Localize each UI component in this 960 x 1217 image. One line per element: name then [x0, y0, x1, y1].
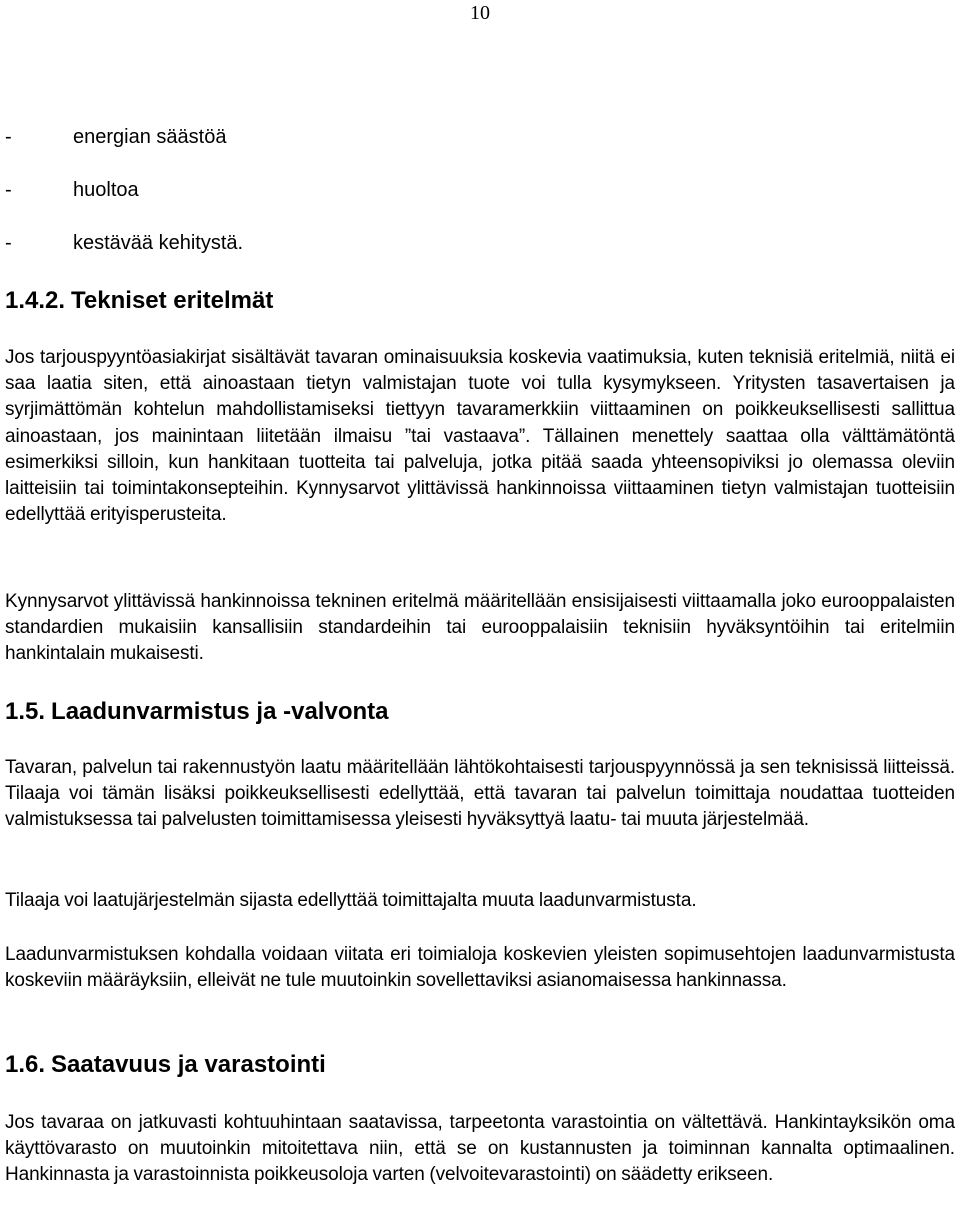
- page-number: 10: [470, 2, 490, 24]
- bullet-marker: -: [5, 232, 12, 254]
- bullet-item: [5, 230, 243, 256]
- section-number: 1.4.2.: [5, 287, 66, 314]
- bullet-marker: -: [5, 126, 12, 148]
- bullet-text: energian säästöä: [73, 126, 227, 148]
- section-heading: [5, 286, 273, 316]
- paragraph: Tilaaja voi laatujärjestelmän sijasta edellyttää toimittajalta muuta laadunvarmistusta.: [5, 890, 697, 911]
- paragraph: Jos tarjouspyyntöasiakirjat sisältävät tavaran ominaisuuksia koskevia vaatimuksia, kuten teknisiä eritelmiä, niitä ei saa laatia siten, että ainoastaan tietyn valmistajan tuote voi tulla kysymykseen. Yritysten tasavertaisen ja syrjimättömän kohtelun mahdollistamiseksi tiettyyn tavaramerkkiin viittaaminen on poikkeuksellisesti sallittua ainoastaan, jos mainintaan liitetään ilmaisu ”tai vastaava”. Tällainen menettely saattaa olla välttämätöntä esimerkiksi silloin, kun hankitaan tuotteita tai palveluja, jotka pitää saada yhteensopiviksi jo olemassa oleviin laitteisiin tai toimintakonsepteihin. Kynnysarvot ylittävissä hankinnoissa viittaaminen tietyn valmistajan tuotteisiin edellyttää erityisperusteita.: [5, 347, 955, 526]
- bullet-item: [5, 124, 226, 150]
- section-title: Laadunvarmistus ja -valvonta: [51, 698, 389, 725]
- paragraph: Jos tavaraa on jatkuvasti kohtuuhintaan saatavissa, tarpeetonta varastointia on vältettävä. Hankintayksikön oma käyttövarasto on muutoinkin mitoitettava niin, että se on kustannusten ja toiminnan kannalta optimaalinen. Hankinnasta ja varastoinnista poikkeusoloja varten (velvoitevarastointi) on säädetty erikseen.: [5, 1112, 955, 1186]
- paragraph: Kynnysarvot ylittävissä hankinnoissa tekninen eritelmä määritellään ensisijaisesti viittaamalla joko eurooppalaisten standardien mukaisiin kansallisiin standardeihin tai eurooppalaisiin teknisiin hyväksyntöihin tai eritelmiin hankintalain mukaisesti.: [5, 591, 955, 665]
- bullet-text: kestävää kehitystä.: [73, 232, 244, 254]
- paragraph: Tavaran, palvelun tai rakennustyön laatu määritellään lähtökohtaisesti tarjouspyynnössä ja sen teknisissä liitteissä. Tilaaja voi tämän lisäksi poikkeuksellisesti edellyttää, että tavaran tai palvelun toimittaja noudattaa tuotteiden valmistuksessa tai palvelusten toimittamisessa yleisesti hyväksyttyä laatu- tai muuta järjestelmää.: [5, 757, 955, 831]
- section-heading: [5, 697, 388, 727]
- section-title: Tekniset eritelmät: [71, 287, 274, 314]
- bullet-marker: -: [5, 179, 12, 201]
- section-heading: [5, 1050, 326, 1080]
- section-number: 1.6.: [5, 1051, 46, 1078]
- bullet-item: [5, 177, 139, 203]
- bullet-text: huoltoa: [73, 179, 139, 201]
- paragraph: Laadunvarmistuksen kohdalla voidaan viitata eri toimialoja koskevien yleisten sopimusehtojen laadunvarmistusta koskeviin määräyksiin, elleivät ne tule muutoinkin sovellettaviksi asianomaisessa hankinnassa.: [5, 944, 955, 992]
- section-title: Saatavuus ja varastointi: [51, 1051, 326, 1078]
- section-number: 1.5.: [5, 698, 46, 725]
